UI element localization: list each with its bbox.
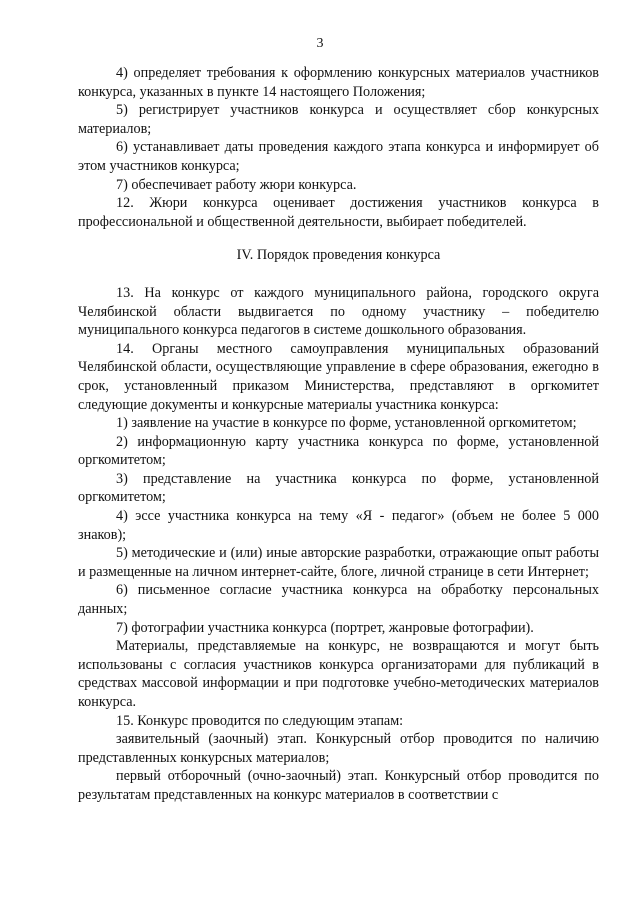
list-item-essay: 4) эссе участника конкурса на тему «Я - педагог» (объем не более 5 000 знаков);: [78, 508, 599, 543]
list-item-methodical: 5) методические и (или) иные авторские разработки, отражающие опыт работы и размещенные на личном интернет-сайте, блоге, личной странице в сети Интернет;: [78, 545, 599, 580]
list-item-application: 1) заявление на участие в конкурсе по форме, установленной оргкомитетом;: [116, 415, 577, 432]
section-heading: IV. Порядок проведения конкурса: [236, 247, 441, 264]
paragraph-clause-15: 15. Конкурс проводится по следующим этапам:: [116, 712, 404, 729]
paragraph-stage-application: заявительный (заочный) этап. Конкурсный отбор проводится по наличию представленных конкурсных материалов;: [78, 731, 599, 766]
document-body: [78, 64, 599, 805]
paragraph-item-5: 5) регистрирует участников конкурса и осуществляет сбор конкурсных материалов;: [78, 102, 599, 137]
paragraph-item-7: 7) обеспечивает работу жюри конкурса.: [116, 176, 357, 193]
list-item-photos: 7) фотографии участника конкурса (портрет, жанровые фотографии).: [116, 619, 534, 636]
page-number: 3: [316, 36, 324, 51]
paragraph-clause-13: 13. На конкурс от каждого муниципального района, городского округа Челябинской области выдвигается по одному участнику – победителю муниципального конкурса педагогов в системе дошкольного образования.: [78, 284, 599, 339]
paragraph-item-6: 6) устанавливает даты проведения каждого этапа конкурса и информирует об этом участников конкурса;: [78, 139, 599, 174]
paragraph-clause-12: 12. Жюри конкурса оценивает достижения участников конкурса в профессиональной и общественной деятельности, выбирает победителей.: [78, 195, 599, 230]
paragraph-item-4: 4) определяет требования к оформлению конкурсных материалов участников конкурса, указанных в пункте 14 настоящего Положения;: [78, 65, 599, 100]
list-item-presentation: 3) представление на участника конкурса по форме, установленной оргкомитетом;: [78, 470, 599, 506]
list-item-info-card: 2) информационную карту участника конкурса по форме, установленной оргкомитетом;: [78, 433, 599, 469]
paragraph-materials: Материалы, представляемые на конкурс, не возвращаются и могут быть использованы с согласия участников конкурса организаторами для публикаций в средствах массовой информации и при подготовке учебно-методических материалов конкурса.: [78, 638, 599, 710]
paragraph-clause-14: 14. Органы местного самоуправления муниципальных образований Челябинской области, осуществляющие управление в сфере образования, ежегодно в срок, установленный приказом Министерства, представляют в оргкомитет следующие документы и конкурсные материалы участника конкурса:: [78, 340, 599, 413]
paragraph-stage-first: первый отборочный (очно-заочный) этап. Конкурсный отбор проводится по результатам представленных на конкурс материалов в соответствии с: [78, 768, 599, 803]
list-item-consent: 6) письменное согласие участника конкурса на обработку персональных данных;: [78, 582, 599, 618]
